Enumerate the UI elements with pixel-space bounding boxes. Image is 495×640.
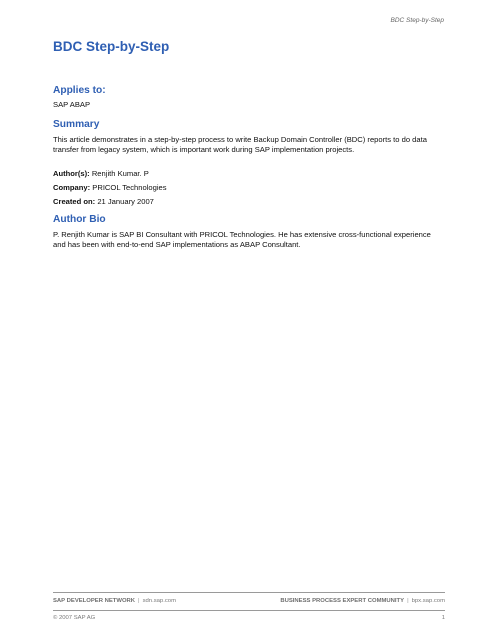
- footer-bpx-brand: BUSINESS PROCESS EXPERT COMMUNITY: [280, 598, 405, 604]
- company-line: [53, 183, 167, 192]
- footer-left: [53, 598, 176, 604]
- author-bio-heading: Author Bio: [53, 214, 106, 225]
- footer-copyright-row: [53, 615, 445, 621]
- authors-value: Renjith Kumar. P: [91, 169, 149, 178]
- authors-line: [53, 169, 149, 178]
- applies-to-heading: Applies to:: [53, 85, 106, 96]
- running-header: BDC Step-by-Step: [390, 17, 444, 24]
- footer-bpx-link[interactable]: bpx.sap.com: [411, 598, 445, 604]
- summary-heading: Summary: [53, 119, 100, 130]
- created-label: Created on:: [53, 197, 96, 206]
- footer-right: [280, 598, 445, 604]
- footer-sdn-link[interactable]: sdn.sap.com: [142, 598, 176, 604]
- footer-left-separator: |: [138, 598, 140, 604]
- document-title: BDC Step-by-Step: [53, 39, 170, 54]
- author-bio-text: P. Renjith Kumar is SAP BI Consultant with PRICOL Technologies. He has extensive cross-functional experience and has been with end-to-end SAP implementations as ABAP Consultant.: [53, 230, 431, 249]
- company-value: PRICOL Technologies: [92, 183, 167, 192]
- created-value: 21 January 2007: [97, 197, 154, 206]
- footer-right-separator: |: [407, 598, 409, 604]
- created-line: [53, 197, 154, 206]
- footer-rule-lower: [53, 610, 445, 611]
- footer-links-row: [53, 598, 445, 604]
- copyright-text: © 2007 SAP AG: [53, 615, 96, 621]
- page-number: 1: [441, 615, 445, 621]
- footer-sdn-brand: SAP DEVELOPER NETWORK: [53, 598, 136, 604]
- footer-rule: [53, 592, 445, 593]
- company-label: Company:: [53, 183, 91, 192]
- summary-text: This article demonstrates in a step-by-step process to write Backup Domain Controller (BDC) reports to do data transfer from legacy system, which is important work during SAP implementation projects.: [53, 135, 427, 154]
- authors-label: Author(s):: [53, 169, 90, 178]
- applies-to-text: SAP ABAP: [53, 100, 91, 109]
